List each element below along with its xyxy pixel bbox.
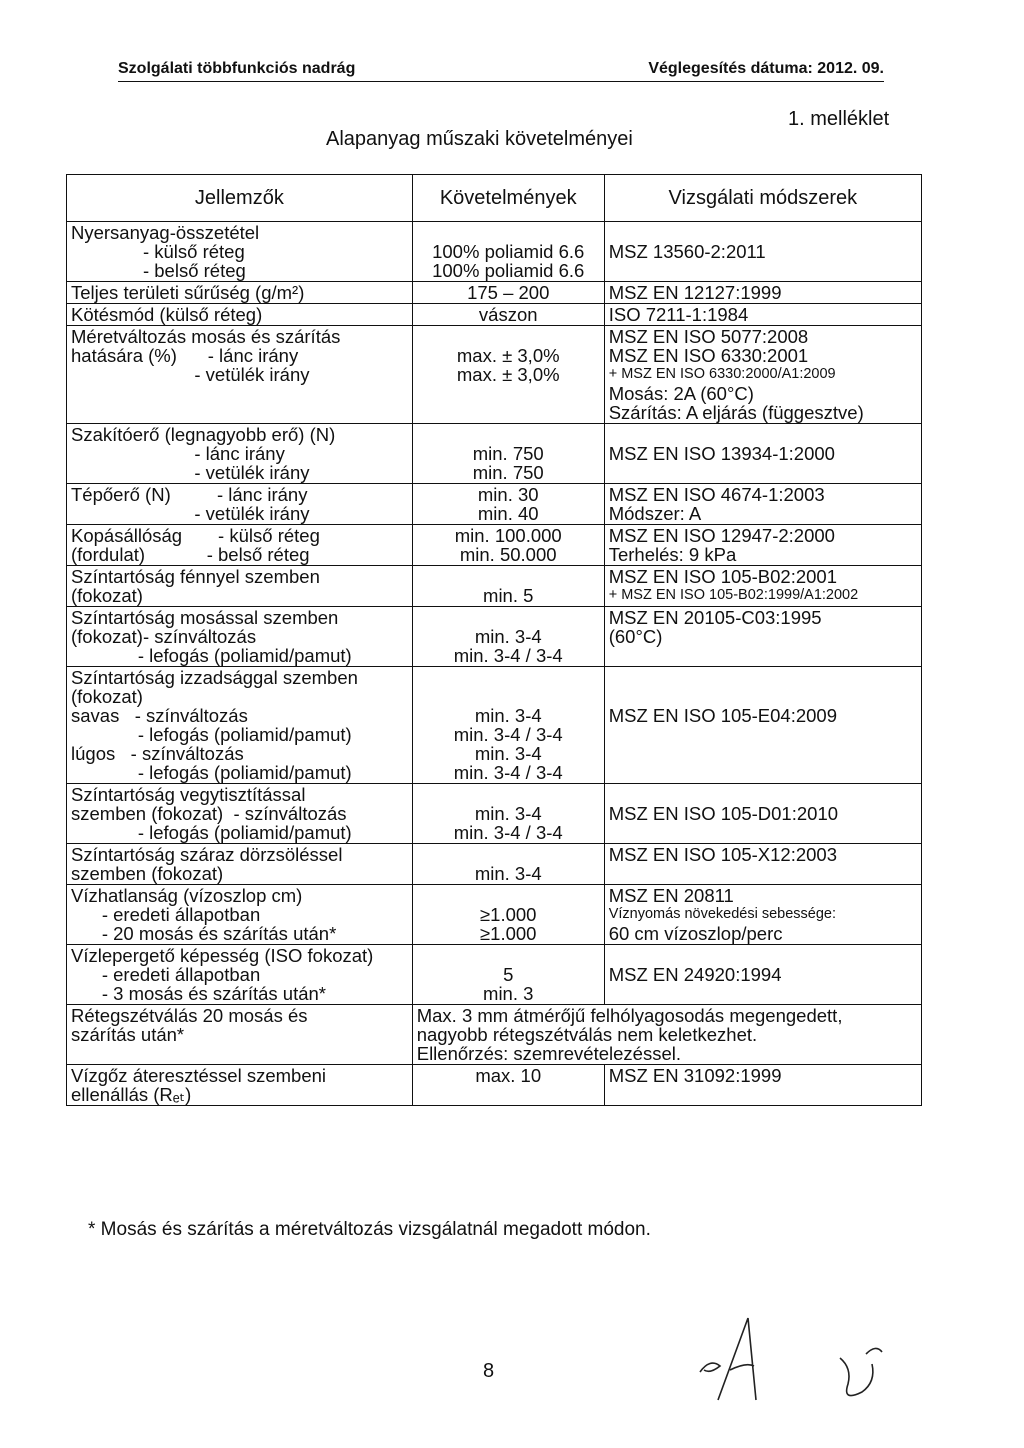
handwritten-signatures xyxy=(690,1300,950,1410)
method-cell-line xyxy=(609,946,917,965)
method-cell-line xyxy=(609,725,917,744)
requirement-cell xyxy=(412,484,604,525)
method-cell-line xyxy=(609,687,917,706)
method-cell xyxy=(604,424,921,484)
method-cell-line: MSZ 13560-2:2011 xyxy=(608,241,766,262)
method-cell-line xyxy=(609,463,917,482)
finalization-date: Véglegesítés dátuma: 2012. 09. xyxy=(648,60,884,77)
method-cell-line xyxy=(609,785,917,804)
characteristic-cell-line: Tépőerő (N) - lánc irány xyxy=(71,484,308,505)
merged-requirement-cell-line: nagyobb rétegszétválás nem keletkezhet. xyxy=(416,1024,758,1045)
requirement-cell-line: ≥1.000 xyxy=(480,923,537,944)
characteristic-cell-line: Színtartóság száraz dörzsöléssel xyxy=(71,844,343,865)
requirement-cell-line: 100% poliamid 6.6 xyxy=(432,260,585,281)
characteristic-cell xyxy=(67,525,413,566)
table-row xyxy=(67,885,922,945)
characteristic-cell xyxy=(67,424,413,484)
requirement-cell-line xyxy=(417,403,600,422)
requirement-cell xyxy=(412,1065,604,1106)
method-cell xyxy=(604,484,921,525)
characteristic-cell-line: - lefogás (poliamid/pamut) xyxy=(71,645,352,666)
method-cell-line: ISO 7211-1:1984 xyxy=(608,304,749,325)
requirement-cell-line xyxy=(417,668,600,687)
method-cell-line: MSZ EN ISO 6330:2001 xyxy=(608,345,809,366)
characteristic-cell-line: Színtartóság fénnyel szemben xyxy=(71,566,320,587)
requirement-cell xyxy=(412,304,604,326)
requirement-cell-line: 5 xyxy=(503,964,514,985)
method-cell xyxy=(604,784,921,844)
method-cell-line: Víznyomás növekedési sebessége: xyxy=(608,906,837,922)
table-row xyxy=(67,282,922,304)
table-row xyxy=(67,484,922,525)
method-cell-line xyxy=(609,223,917,242)
characteristic-cell-line: Színtartóság izzadsággal szemben xyxy=(71,667,358,688)
merged-requirement-cell xyxy=(412,1005,921,1065)
characteristic-cell-line: - eredeti állapotban xyxy=(71,904,261,925)
method-cell-line xyxy=(609,823,917,842)
merged-requirement-cell-line: Max. 3 mm átmérőjű felhólyagosodás megengedett, xyxy=(416,1005,843,1026)
requirement-cell-line xyxy=(417,785,600,804)
characteristic-cell-line: Vízlepergető képesség (ISO fokozat) xyxy=(71,945,374,966)
requirement-cell-line: vászon xyxy=(478,304,538,325)
requirement-cell-line xyxy=(417,608,600,627)
requirement-cell-line: min. 3-4 xyxy=(474,705,542,726)
method-cell-line: Szárítás: A eljárás (függesztve) xyxy=(608,402,864,423)
table-row xyxy=(67,222,922,282)
characteristic-cell xyxy=(67,784,413,844)
requirement-cell-line: min. 3-4 / 3-4 xyxy=(453,724,563,745)
requirement-cell-line xyxy=(417,327,600,346)
requirement-cell xyxy=(412,607,604,667)
requirement-cell-line: min. 750 xyxy=(472,462,544,483)
method-cell-line xyxy=(609,646,917,665)
method-cell-line: MSZ EN 24920:1994 xyxy=(608,964,782,985)
requirement-cell-line: min. 3-4 xyxy=(474,863,542,884)
requirement-cell-line: ≥1.000 xyxy=(480,904,537,925)
characteristic-cell-line: (fokozat)- színváltozás xyxy=(71,626,257,647)
characteristic-cell-line: Szakítóerő (legnagyobb erő) (N) xyxy=(71,424,336,445)
requirement-cell xyxy=(412,424,604,484)
table-row xyxy=(67,566,922,607)
characteristic-cell xyxy=(67,607,413,667)
method-cell xyxy=(604,304,921,326)
document-name: Szolgálati többfunkciós nadrág xyxy=(118,60,356,77)
characteristic-cell-line: - belső réteg xyxy=(71,260,246,281)
requirement-cell-line xyxy=(417,845,600,864)
method-cell-line: MSZ EN 20105-C03:1995 xyxy=(608,607,822,628)
method-cell xyxy=(604,525,921,566)
characteristic-cell-line: (fokozat) xyxy=(71,686,143,707)
requirement-cell-line: max. ± 3,0% xyxy=(456,345,560,366)
requirement-cell xyxy=(412,222,604,282)
characteristic-cell-line: szemben (fokozat) xyxy=(71,863,224,884)
requirement-cell-line: max. 10 xyxy=(475,1065,542,1086)
method-cell-line: + MSZ EN ISO 6330:2000/A1:2009 xyxy=(608,366,836,382)
requirement-cell-line xyxy=(417,886,600,905)
characteristic-cell-line: savas - színváltozás xyxy=(71,705,248,726)
table-row xyxy=(67,667,922,784)
method-cell xyxy=(604,667,921,784)
characteristic-cell-line: Kopásállóság - külső réteg xyxy=(71,525,320,546)
table-row xyxy=(67,326,922,424)
characteristic-cell xyxy=(67,304,413,326)
requirement-cell-line: min. 30 xyxy=(477,484,539,505)
requirement-cell xyxy=(412,282,604,304)
method-cell-line: MSZ EN ISO 4674-1:2003 xyxy=(608,484,825,505)
table-row xyxy=(67,784,922,844)
characteristic-cell-line: - vetülék irány xyxy=(71,364,310,385)
characteristic-cell-line xyxy=(71,403,408,422)
merged-requirement-cell-line: Ellenőrzés: szemrevételezéssel. xyxy=(416,1043,681,1064)
requirement-cell xyxy=(412,566,604,607)
method-cell-line: Mosás: 2A (60°C) xyxy=(608,383,754,404)
requirements-table xyxy=(66,174,922,1106)
method-cell-line: MSZ EN ISO 105-X12:2003 xyxy=(608,844,837,865)
characteristic-cell-line: - külső réteg xyxy=(71,241,245,262)
requirement-cell-line: min. 3-4 xyxy=(474,626,542,647)
page-number: 8 xyxy=(483,1360,495,1382)
method-cell-line: 60 cm vízoszlop/perc xyxy=(608,923,783,944)
characteristic-cell-line: - lefogás (poliamid/pamut) xyxy=(71,822,352,843)
method-cell-line: Terhelés: 9 kPa xyxy=(608,544,737,565)
characteristic-cell xyxy=(67,326,413,424)
requirement-cell xyxy=(412,784,604,844)
table-header-row xyxy=(67,175,922,222)
characteristic-cell xyxy=(67,222,413,282)
method-cell xyxy=(604,282,921,304)
requirement-cell-line: min. 50.000 xyxy=(459,544,557,565)
method-cell-line xyxy=(609,425,917,444)
method-cell-line xyxy=(609,864,917,883)
characteristic-cell-line: - vetülék irány xyxy=(71,462,310,483)
characteristic-cell xyxy=(67,945,413,1005)
characteristic-cell-line xyxy=(71,384,408,403)
characteristic-cell-line: Teljes területi sűrűség (g/m²) xyxy=(71,282,305,303)
method-cell-line: (60°C) xyxy=(608,626,663,647)
characteristic-cell xyxy=(67,484,413,525)
characteristic-cell-line: Kötésmód (külső réteg) xyxy=(71,304,263,325)
characteristic-cell-line: Vízgőz áteresztéssel szembeni xyxy=(71,1065,327,1086)
characteristic-cell-line: hatására (%) - lánc irány xyxy=(71,345,299,366)
characteristic-cell xyxy=(67,282,413,304)
requirement-cell xyxy=(412,945,604,1005)
characteristic-cell xyxy=(67,1005,413,1065)
method-cell xyxy=(604,844,921,885)
requirement-cell-line: min. 3-4 xyxy=(474,743,542,764)
characteristic-cell-line: - eredeti állapotban xyxy=(71,964,261,985)
characteristic-cell xyxy=(67,844,413,885)
requirement-cell xyxy=(412,667,604,784)
method-cell-line: MSZ EN ISO 105-B02:2001 xyxy=(608,566,837,587)
page-title: Alapanyag műszaki követelményei xyxy=(326,128,633,150)
method-cell-line: + MSZ EN ISO 105-B02:1999/A1:2002 xyxy=(608,587,859,603)
requirement-cell-line: min. 5 xyxy=(483,585,534,606)
characteristic-cell xyxy=(67,667,413,784)
table-body xyxy=(67,222,922,1106)
table-row xyxy=(67,1065,922,1106)
requirement-cell-line: min. 3-4 / 3-4 xyxy=(453,762,563,783)
requirement-cell xyxy=(412,885,604,945)
method-cell-line xyxy=(609,984,917,1003)
table-row xyxy=(67,304,922,326)
method-cell-line: MSZ EN ISO 5077:2008 xyxy=(608,326,809,347)
characteristic-cell xyxy=(67,885,413,945)
table-row xyxy=(67,607,922,667)
method-cell-line: MSZ EN ISO 12947-2:2000 xyxy=(608,525,835,546)
requirement-cell-line xyxy=(417,425,600,444)
characteristic-cell-line: - lefogás (poliamid/pamut) xyxy=(71,724,352,745)
characteristic-cell-line: (fordulat) - belső réteg xyxy=(71,544,310,565)
method-cell xyxy=(604,885,921,945)
characteristic-cell-line: - lefogás (poliamid/pamut) xyxy=(71,762,352,783)
table-row xyxy=(67,1005,922,1065)
requirement-cell-line: min. 3-4 / 3-4 xyxy=(453,645,563,666)
requirement-cell xyxy=(412,326,604,424)
footnote: * Mosás és szárítás a méretváltozás vizsgálatnál megadott módon. xyxy=(88,1219,651,1240)
characteristic-cell-line: ellenállás (Rₑₜ) xyxy=(71,1084,192,1105)
method-cell-line: MSZ EN ISO 105-D01:2010 xyxy=(608,803,839,824)
requirement-cell-line: min. 40 xyxy=(477,503,539,524)
method-cell-line: MSZ EN ISO 13934-1:2000 xyxy=(608,443,835,464)
requirement-cell-line: max. ± 3,0% xyxy=(456,364,560,385)
method-cell-line: MSZ EN 20811 xyxy=(608,885,734,906)
table-row xyxy=(67,844,922,885)
table-row xyxy=(67,525,922,566)
requirement-cell-line: min. 3-4 xyxy=(474,803,542,824)
requirement-cell-line xyxy=(417,567,600,586)
table-row xyxy=(67,945,922,1005)
characteristic-cell-line: Vízhatlanság (vízoszlop cm) xyxy=(71,885,303,906)
characteristic-cell-line: Nyersanyag-összetétel xyxy=(71,222,260,243)
requirement-cell xyxy=(412,844,604,885)
characteristic-cell-line: lúgos - színváltozás xyxy=(71,743,244,764)
running-header xyxy=(118,60,884,82)
requirement-cell-line xyxy=(417,223,600,242)
requirement-cell-line: 175 – 200 xyxy=(467,282,550,303)
method-cell-line: MSZ EN 31092:1999 xyxy=(608,1065,782,1086)
method-cell-line: MSZ EN ISO 105-E04:2009 xyxy=(608,705,837,726)
method-cell xyxy=(604,222,921,282)
method-cell xyxy=(604,1065,921,1106)
characteristic-cell-line: Színtartóság mosással szemben xyxy=(71,607,339,628)
table-row xyxy=(67,424,922,484)
characteristic-cell-line: Méretváltozás mosás és szárítás xyxy=(71,326,341,347)
requirement-cell-line xyxy=(417,946,600,965)
characteristic-cell-line: szárítás után* xyxy=(71,1024,185,1045)
characteristic-cell-line: - vetülék irány xyxy=(71,503,310,524)
characteristic-cell-line: - 20 mosás és szárítás után* xyxy=(71,923,337,944)
requirement-cell-line: min. 100.000 xyxy=(454,525,562,546)
method-cell xyxy=(604,607,921,667)
method-cell-line xyxy=(609,744,917,763)
characteristic-cell xyxy=(67,566,413,607)
requirement-cell-line xyxy=(417,384,600,403)
requirement-cell-line: min. 750 xyxy=(472,443,544,464)
annex-label: 1. melléklet xyxy=(788,108,890,130)
requirement-cell-line: 100% poliamid 6.6 xyxy=(432,241,585,262)
requirement-cell-line: min. 3 xyxy=(483,983,534,1004)
requirement-cell xyxy=(412,525,604,566)
method-cell-line xyxy=(609,668,917,687)
characteristic-cell-line: (fokozat) xyxy=(71,585,143,606)
method-cell xyxy=(604,945,921,1005)
characteristic-cell-line: Rétegszétválás 20 mosás és xyxy=(71,1005,308,1026)
column-header-characteristics: Jellemzők xyxy=(67,175,413,222)
characteristic-cell-line: szemben (fokozat) - színváltozás xyxy=(71,803,347,824)
characteristic-cell-line: - 3 mosás és szárítás után* xyxy=(71,983,326,1004)
characteristic-cell-line: Színtartóság vegytisztítással xyxy=(71,784,306,805)
method-cell-line xyxy=(609,763,917,782)
requirement-cell-line: min. 3-4 / 3-4 xyxy=(453,822,563,843)
characteristic-cell-line: - lánc irány xyxy=(71,443,285,464)
method-cell-line: Módszer: A xyxy=(608,503,702,524)
requirement-cell-line xyxy=(417,687,600,706)
method-cell-line: MSZ EN 12127:1999 xyxy=(608,282,782,303)
column-header-test-methods: Vizsgálati módszerek xyxy=(604,175,921,222)
characteristic-cell xyxy=(67,1065,413,1106)
method-cell xyxy=(604,326,921,424)
method-cell-line xyxy=(609,261,917,280)
method-cell xyxy=(604,566,921,607)
column-header-requirements: Követelmények xyxy=(412,175,604,222)
